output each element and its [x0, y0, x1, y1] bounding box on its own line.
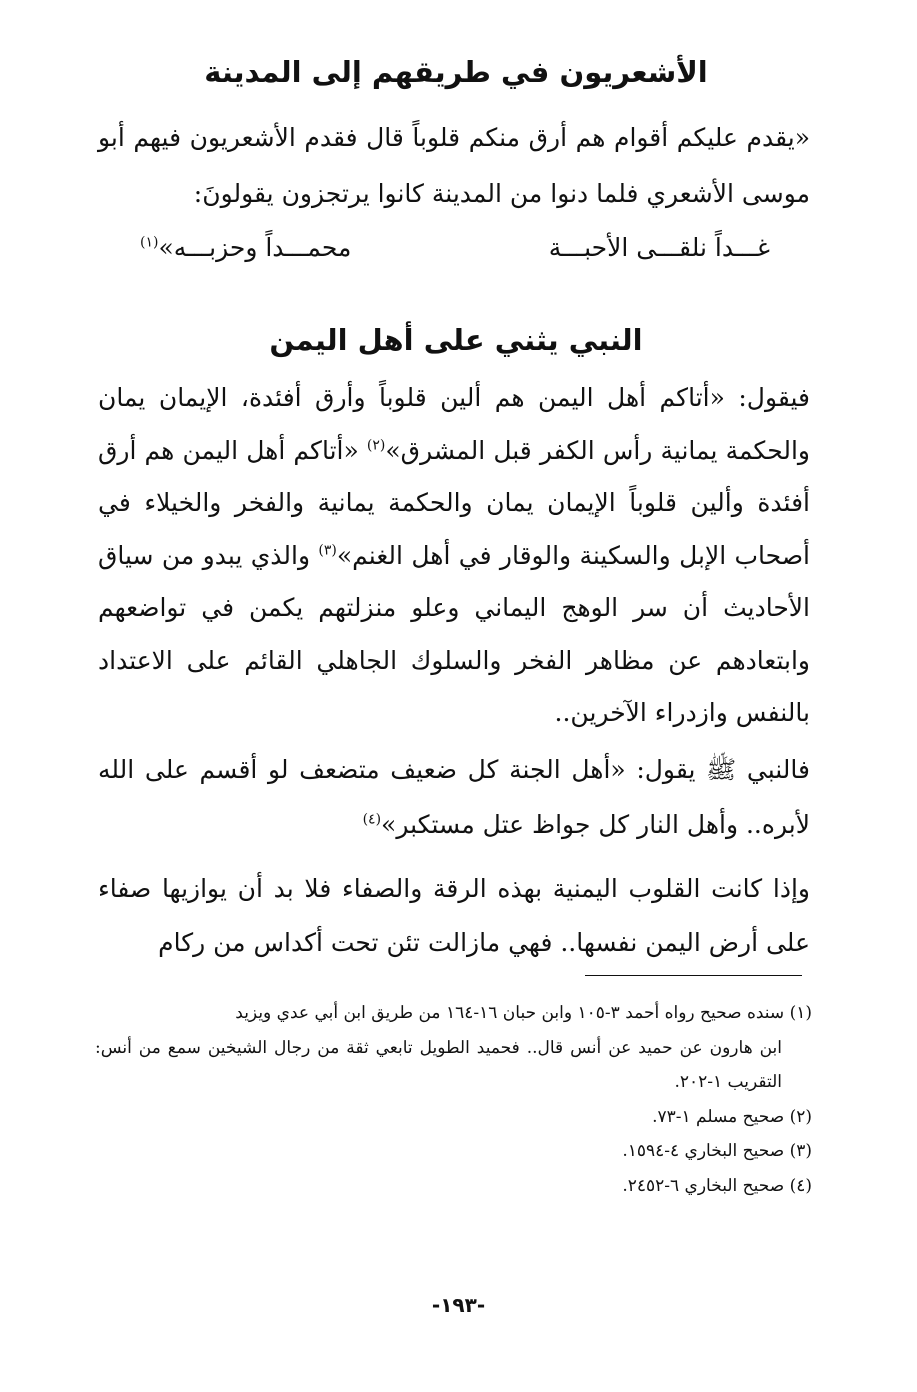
- verse-second-text: محمـــداً وحزبـــه»: [158, 233, 352, 262]
- footnote-2-text: صحيح مسلم ١-٧٣.: [652, 1106, 785, 1127]
- paradise-hadith-text: فالنبي ﷺ يقول: «أهل الجنة كل ضعيف متضعف لو أقسم على الله لأبره.. وأهل النار كل جواظ عتل مستكبر»: [98, 755, 810, 839]
- footnote-1: [95, 996, 812, 1100]
- footnote-1-continuation: ابن هارون عن حميد عن أنس قال.. فحميد الطويل تابعي ثقة من رجال الشيخين سمع من أنس: التقريب ١-٢٠٢.: [95, 1037, 782, 1092]
- footnote-3: [95, 1134, 812, 1169]
- paragraph-yemen-hadith: [98, 372, 810, 740]
- paragraph-yemen-hearts: وإذا كانت القلوب اليمنية بهذه الرقة والصفاء فلا بد أن يوازيها صفاء على أرض اليمن نفسها.. فهي مازالت تئن تحت أكداس من ركام: [98, 874, 810, 957]
- verse-second-hemistich: [140, 226, 351, 270]
- footnotes-list: [95, 996, 812, 1203]
- footnote-2: [95, 1100, 812, 1135]
- footnote-1-text: سنده صحيح رواه أحمد ٣-١٠٥ وابن حبان ١٦-١٦٤ من طريق ابن أبي عدي ويزيد: [235, 1003, 785, 1023]
- page-number: -١٩٣-: [431, 1293, 486, 1317]
- verse-first-hemistich: غـــداً نلقـــى الأحبـــة: [548, 233, 770, 262]
- hadith-text-1: فيقول: «أتاكم أهل اليمن هم ألين قلوباً وأرق أفئدة، الإيمان يمان والحكمة يمانية رأس الكفر قبل المشرق»: [98, 383, 811, 465]
- footnote-4-text: صحيح البخاري ٦-٢٤٥٢.: [622, 1175, 785, 1196]
- section-heading-prophet-praises-yemen: النبي يثني على أهل اليمن: [269, 323, 643, 357]
- footnote-1-number: (١): [789, 1003, 812, 1023]
- footnote-2-number: (٢): [789, 1106, 812, 1127]
- hadith-text-2: «أتاكم أهل اليمن هم أرق أفئدة وألين قلوباً الإيمان يمان والحكمة يمانية والفخر والخيلاء في أصحاب الإبل والسكينة والوقار في أهل الغنم»: [98, 435, 810, 570]
- footnote-ref-4: (٤): [362, 811, 382, 828]
- footnote-3-number: (٣): [789, 1141, 812, 1161]
- footnote-separator: [585, 975, 802, 976]
- footnote-ref-3: (٣): [318, 542, 337, 559]
- footnote-ref-2: (٢): [366, 437, 386, 454]
- section-heading-ashariyun: الأشعريون في طريقهم إلى المدينة: [204, 55, 708, 89]
- footnote-3-text: صحيح البخاري ٤-١٥٩٤.: [622, 1141, 785, 1161]
- commentary-text: والذي يبدو من سياق الأحاديث أن سر الوهج اليماني وعلو منزلتهم يكمن في تواضعهم وابتعادهم عن مظاهر الفخر والسلوك الجاهلي القائم على الاعتداد بالنفس وازدراء الآخرين..: [98, 540, 810, 727]
- paragraph-ashariyun: «يقدم عليكم أقوام هم أرق منكم قلوباً قال فقدم الأشعريون فيهم أبو موسى الأشعري فلما دنوا من المدينة كانوا يرتجزون يقولونَ:: [98, 123, 810, 208]
- poetry-verse: [120, 226, 770, 270]
- footnote-4-number: (٤): [789, 1175, 812, 1196]
- footnote-ref-1: (١): [140, 234, 159, 251]
- paragraph-paradise-hadith: [98, 742, 810, 852]
- footnote-4: [95, 1169, 812, 1204]
